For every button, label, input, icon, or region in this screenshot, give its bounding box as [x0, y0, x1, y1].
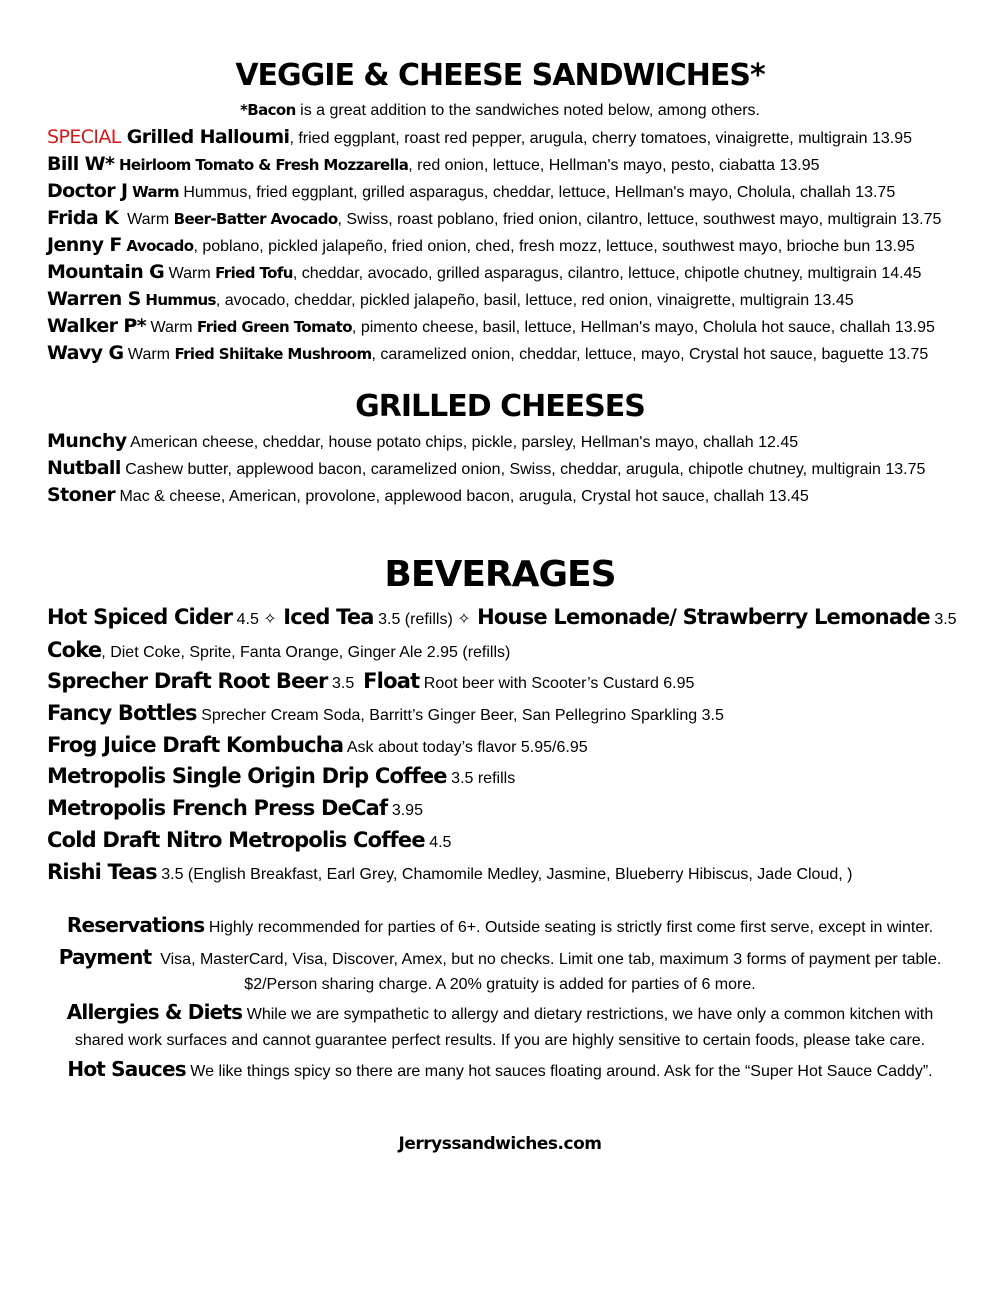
item-name: Heirloom Tomato & Fresh Mozzarella: [114, 156, 409, 174]
item-label: Mountain G: [47, 261, 165, 283]
item-pre: Warm: [146, 319, 198, 336]
beverage-price: 3.5: [929, 611, 957, 628]
item-label: Warren S: [47, 288, 141, 310]
item-label: Nutball: [47, 457, 121, 479]
beverage-name: Iced Tea: [276, 605, 374, 629]
grilled-title: GRILLED CHEESES: [355, 389, 645, 424]
beverage-row: [47, 794, 423, 825]
sandwiches-title: VEGGIE & CHEESE SANDWICHES*: [235, 58, 765, 93]
sparkle-separator-icon: ✧: [263, 611, 277, 628]
item-name: Grilled Halloumi: [120, 126, 290, 148]
hot-sauces-text: We like things spicy so there are many hot sauces floating around. Ask for the “Super Hot Sauce Caddy”.: [185, 1063, 933, 1080]
item-desc: , avocado, cheddar, pickled jalapeño, basil, lettuce, red onion, vinaigrette, multigrain 13.45: [215, 292, 854, 309]
sparkle-separator-icon: ✧: [457, 611, 471, 628]
item-desc: Cashew butter, applewood bacon, caramelized onion, Swiss, cheddar, arugula, chipotle chutney, multigrain 13.75: [120, 461, 926, 478]
beverage-name: Hot Spiced Cider: [47, 605, 233, 629]
beverage-desc: , Diet Coke, Sprite, Fanta Orange, Ginger Ale 2.95 (refills): [101, 644, 511, 661]
menu-item: [47, 208, 941, 230]
item-desc: , pimento cheese, basil, lettuce, Hellman's mayo, Cholula hot sauce, challah 13.95: [351, 319, 935, 336]
item-pre: Warm: [123, 346, 175, 363]
beverage-price: 3.5 (refills): [373, 611, 458, 628]
beverage-desc: Root beer with Scooter’s Custard 6.95: [419, 675, 695, 692]
allergies-info-cont: shared work surfaces and cannot guarantee perfect results. If you are highly sensitive to certain foods, please take care.: [74, 1032, 926, 1049]
item-desc: , red onion, lettuce, Hellman's mayo, pesto, ciabatta 13.95: [408, 157, 820, 174]
menu-item: [47, 316, 935, 338]
beverage-desc: 3.5 (English Breakfast, Earl Grey, Chamomile Medley, Jasmine, Blueberry Hibiscus, Jade Cloud, ): [156, 866, 853, 883]
hot-sauces-info: [40, 1056, 960, 1085]
item-desc: Hummus, fried eggplant, grilled asparagus, cheddar, lettuce, Hellman's mayo, Cholula, challah 13.75: [178, 184, 896, 201]
beverages-title: BEVERAGES: [384, 554, 616, 595]
beverage-row: [47, 603, 957, 634]
item-name: Avocado: [121, 237, 194, 255]
item-desc: , caramelized onion, cheddar, lettuce, mayo, Crystal hot sauce, baguette 13.75: [371, 346, 929, 363]
beverage-desc: 3.95: [387, 802, 423, 819]
allergies-info: [40, 999, 960, 1028]
item-label: Wavy G: [47, 342, 124, 364]
item-name: Fried Green Tomato: [197, 318, 352, 336]
beverage-name: Metropolis Single Origin Drip Coffee: [47, 764, 447, 788]
beverage-name: Metropolis French Press DeCaf: [47, 796, 388, 820]
beverage-row: [47, 731, 588, 762]
item-desc: , Swiss, roast poblano, fried onion, cilantro, lettuce, southwest mayo, multigrain 13.75: [337, 211, 942, 228]
item-label: Munchy: [47, 430, 127, 452]
website-link[interactable]: Jerryssandwiches.com: [398, 1134, 602, 1154]
allergies-title: Allergies & Diets: [66, 1000, 243, 1024]
item-label: Bill W*: [47, 153, 115, 175]
beverage-price: 3.5: [327, 675, 364, 692]
beverage-name: Rishi Teas: [47, 860, 157, 884]
reservations-title: Reservations: [66, 913, 205, 937]
item-label: Doctor J: [47, 180, 128, 202]
item-label: Frida K: [47, 207, 119, 229]
beverage-name: Float: [363, 669, 420, 693]
bacon-note-bold: *Bacon: [240, 101, 296, 119]
item-label: Stoner: [47, 484, 116, 506]
item-name: Warm: [127, 183, 179, 201]
menu-item: [47, 289, 854, 311]
reservations-info: [40, 912, 960, 941]
beverage-row: [47, 762, 515, 793]
hot-sauces-title: Hot Sauces: [67, 1057, 186, 1081]
beverage-desc: 4.5: [424, 834, 452, 851]
item-name: Beer-Batter Avocado: [173, 210, 338, 228]
item-pre: Warm: [118, 211, 174, 228]
beverage-row: [47, 699, 724, 730]
menu-item: [47, 262, 921, 284]
beverage-name: Fancy Bottles: [47, 701, 197, 725]
item-desc: American cheese, cheddar, house potato chips, pickle, parsley, Hellman's mayo, challah 12.45: [126, 434, 799, 451]
menu-item: [47, 485, 809, 507]
bacon-note-text: is a great addition to the sandwiches noted below, among others.: [295, 102, 760, 119]
beverage-name: Sprecher Draft Root Beer: [47, 669, 328, 693]
bacon-note: [0, 101, 1000, 120]
beverage-desc: 3.5 refills: [446, 770, 516, 787]
menu-item: [47, 343, 928, 365]
payment-info: [40, 944, 960, 973]
allergies-text: While we are sympathetic to allergy and dietary restrictions, we have only a common kitchen with: [242, 1006, 934, 1023]
beverage-row: [47, 858, 852, 889]
menu-item: [47, 235, 915, 257]
menu-item: [47, 154, 820, 176]
item-label: Walker P*: [47, 315, 147, 337]
item-desc: Mac & cheese, American, provolone, applewood bacon, arugula, Crystal hot sauce, challah 13.45: [115, 488, 809, 505]
payment-title: Payment: [58, 945, 152, 969]
item-desc: , cheddar, avocado, grilled asparagus, cilantro, lettuce, chipotle chutney, multigrain 14.45: [292, 265, 922, 282]
beverage-name: Frog Juice Draft Kombucha: [47, 733, 344, 757]
payment-text: Visa, MasterCard, Visa, Discover, Amex, but no checks. Limit one tab, maximum 3 forms of payment per table.: [151, 951, 942, 968]
reservations-text: Highly recommended for parties of 6+. Outside seating is strictly first come first serve, except in winter.: [204, 919, 934, 936]
beverage-name: Coke: [47, 638, 102, 662]
beverage-row: [47, 636, 510, 667]
item-name: Hummus: [140, 291, 216, 309]
beverage-price: 4.5: [232, 611, 264, 628]
beverage-name: Cold Draft Nitro Metropolis Coffee: [47, 828, 425, 852]
beverage-row: [47, 667, 694, 698]
beverage-desc: Ask about today’s flavor 5.95/6.95: [343, 739, 588, 756]
beverage-desc: Sprecher Cream Soda, Barritt’s Ginger Beer, San Pellegrino Sparkling 3.5: [196, 707, 724, 724]
item-name: Fried Shiitake Mushroom: [174, 345, 372, 363]
payment-info-cont: $2/Person sharing charge. A 20% gratuity is added for parties of 6 more.: [244, 976, 756, 993]
item-label: Jenny F: [47, 234, 122, 256]
item-desc: , fried eggplant, roast red pepper, arugula, cherry tomatoes, vinaigrette, multigrain 13.95: [289, 130, 913, 147]
menu-item: [47, 458, 925, 480]
special-label: SPECIAL: [47, 126, 121, 148]
beverage-name: House Lemonade/ Strawberry Lemonade: [470, 605, 930, 629]
item-name: Fried Tofu: [215, 264, 293, 282]
menu-item: [47, 127, 912, 149]
menu-item: [47, 431, 798, 453]
menu-item: [47, 181, 895, 203]
item-desc: , poblano, pickled jalapeño, fried onion, ched, fresh mozz, lettuce, southwest mayo, brioche bun 13.95: [193, 238, 915, 255]
beverage-row: [47, 826, 451, 857]
item-pre: Warm: [164, 265, 216, 282]
